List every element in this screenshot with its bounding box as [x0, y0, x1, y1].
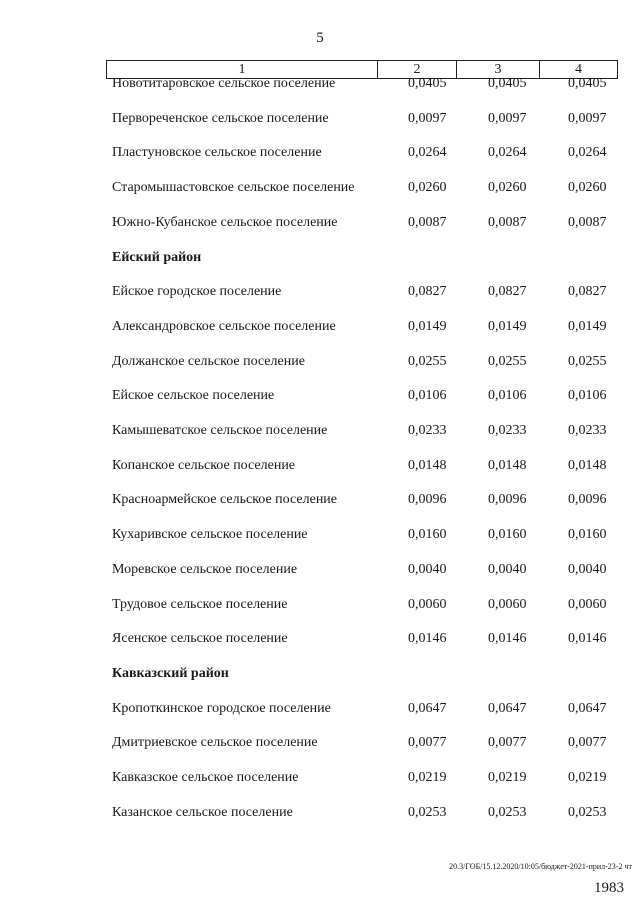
value-col-4: 0,0647	[568, 700, 607, 716]
settlement-name: Должанское сельское поселение	[112, 353, 305, 369]
value-col-3: 0,0060	[488, 596, 527, 612]
value-col-4: 0,0405	[568, 76, 607, 91]
table-row	[106, 631, 616, 655]
header-col-1: 1	[107, 61, 378, 78]
settlement-name: Южно-Кубанское сельское поселение	[112, 214, 338, 230]
value-col-4: 0,0827	[568, 284, 607, 300]
value-col-4: 0,0160	[568, 527, 607, 543]
value-col-4: 0,0148	[568, 457, 607, 473]
value-col-4: 0,0106	[568, 388, 607, 404]
settlement-name: Кавказское сельское поселение	[112, 770, 299, 785]
table-row	[106, 76, 616, 100]
value-col-2: 0,0253	[408, 804, 447, 820]
value-col-3: 0,0233	[488, 423, 527, 438]
header-col-3: 3	[457, 61, 540, 78]
value-col-2: 0,0827	[408, 284, 447, 300]
table-row	[106, 701, 616, 725]
table-row	[106, 111, 616, 135]
district-heading-row	[106, 666, 616, 690]
value-col-3: 0,0040	[488, 561, 527, 577]
value-col-2: 0,0264	[408, 145, 447, 161]
value-col-4: 0,0233	[568, 423, 607, 438]
table-row	[106, 562, 616, 586]
value-col-2: 0,0040	[408, 561, 447, 577]
value-col-3: 0,0260	[488, 180, 527, 196]
settlement-name: Первореченское сельское поселение	[112, 110, 329, 126]
value-col-2: 0,0405	[408, 76, 447, 91]
table-row	[106, 388, 616, 412]
value-col-2: 0,0160	[408, 527, 447, 543]
settlement-name: Казанское сельское поселение	[112, 804, 293, 820]
value-col-3: 0,0647	[488, 700, 527, 716]
value-col-3: 0,0827	[488, 284, 527, 300]
settlement-name: Пластуновское сельское поселение	[112, 145, 322, 161]
page-number: 5	[316, 30, 324, 46]
value-col-4: 0,0097	[568, 110, 607, 126]
settlement-name: Моревское сельское поселение	[112, 561, 298, 577]
settlement-name: Ейское сельское поселение	[112, 388, 275, 404]
table-row	[106, 319, 616, 343]
value-col-2: 0,0149	[408, 318, 447, 334]
header-col-2: 2	[378, 61, 457, 78]
settlement-name: Кухаривское сельское поселение	[112, 527, 308, 543]
settlement-name: Кропоткинское городское поселение	[112, 700, 331, 716]
sheet-number: 1983	[594, 880, 624, 896]
settlement-name: Старомышастовское сельское поселение	[112, 180, 355, 196]
value-col-2: 0,0077	[408, 735, 447, 751]
table-row	[106, 284, 616, 308]
value-col-3: 0,0148	[488, 457, 527, 473]
value-col-2: 0,0148	[408, 457, 447, 473]
value-col-4: 0,0040	[568, 561, 607, 577]
table-row	[106, 215, 616, 239]
value-col-3: 0,0405	[488, 76, 527, 91]
value-col-3: 0,0253	[488, 804, 527, 820]
table-row	[106, 354, 616, 378]
value-col-3: 0,0097	[488, 110, 527, 126]
settlement-name: Копанское сельское поселение	[112, 457, 296, 473]
value-col-4: 0,0060	[568, 596, 607, 612]
value-col-3: 0,0077	[488, 735, 527, 751]
value-col-2: 0,0087	[408, 214, 447, 230]
district-name: Кавказский район	[112, 665, 229, 681]
table-row	[106, 770, 616, 794]
district-heading-row	[106, 250, 616, 274]
value-col-3: 0,0219	[488, 770, 527, 785]
value-col-4: 0,0264	[568, 145, 607, 161]
value-col-2: 0,0260	[408, 180, 447, 196]
settlement-name: Ейское городское поселение	[112, 284, 282, 300]
settlement-name: Красноармейское сельское поселение	[112, 492, 338, 508]
value-col-4: 0,0253	[568, 804, 607, 820]
value-col-3: 0,0264	[488, 145, 527, 161]
value-col-4: 0,0096	[568, 492, 607, 508]
value-col-3: 0,0255	[488, 353, 527, 369]
table-row	[106, 805, 616, 829]
value-col-3: 0,0087	[488, 214, 527, 230]
table-row	[106, 597, 616, 621]
value-col-4: 0,0146	[568, 631, 607, 647]
value-col-4: 0,0260	[568, 180, 607, 196]
value-col-2: 0,0106	[408, 388, 447, 404]
value-col-4: 0,0087	[568, 214, 607, 230]
header-col-4: 4	[575, 62, 582, 77]
value-col-2: 0,0647	[408, 700, 447, 716]
value-col-3: 0,0106	[488, 388, 527, 404]
table-row	[106, 180, 616, 204]
table-row	[106, 145, 616, 169]
value-col-2: 0,0097	[408, 110, 447, 126]
table-row	[106, 423, 616, 447]
value-col-4: 0,0149	[568, 318, 607, 334]
settlement-name: Дмитриевское сельское поселение	[112, 735, 318, 751]
table-row	[106, 492, 616, 516]
settlement-name: Александровское сельское поселение	[112, 318, 336, 334]
value-col-4: 0,0255	[568, 353, 607, 369]
value-col-2: 0,0060	[408, 596, 447, 612]
value-col-2: 0,0255	[408, 353, 447, 369]
value-col-2: 0,0096	[408, 492, 447, 508]
document-code: 20.3/ГОБ/15.12.2020/10:05/бюджет-2021-прил-23-2 чт	[449, 862, 632, 871]
value-col-2: 0,0219	[408, 770, 447, 785]
value-col-2: 0,0146	[408, 631, 447, 647]
district-name: Ейский район	[112, 249, 202, 265]
value-col-3: 0,0160	[488, 527, 527, 543]
table-row	[106, 735, 616, 759]
value-col-2: 0,0233	[408, 423, 447, 438]
value-col-4: 0,0219	[568, 770, 607, 785]
settlement-name: Трудовое сельское поселение	[112, 596, 288, 612]
settlement-name: Ясенское сельское поселение	[112, 631, 288, 647]
settlement-name: Камышеватское сельское поселение	[112, 423, 328, 438]
table-row	[106, 527, 616, 551]
settlement-name: Новотитаровское сельское поселение	[112, 76, 336, 91]
table-row	[106, 458, 616, 482]
value-col-3: 0,0149	[488, 318, 527, 334]
value-col-3: 0,0096	[488, 492, 527, 508]
value-col-3: 0,0146	[488, 631, 527, 647]
value-col-4: 0,0077	[568, 735, 607, 751]
